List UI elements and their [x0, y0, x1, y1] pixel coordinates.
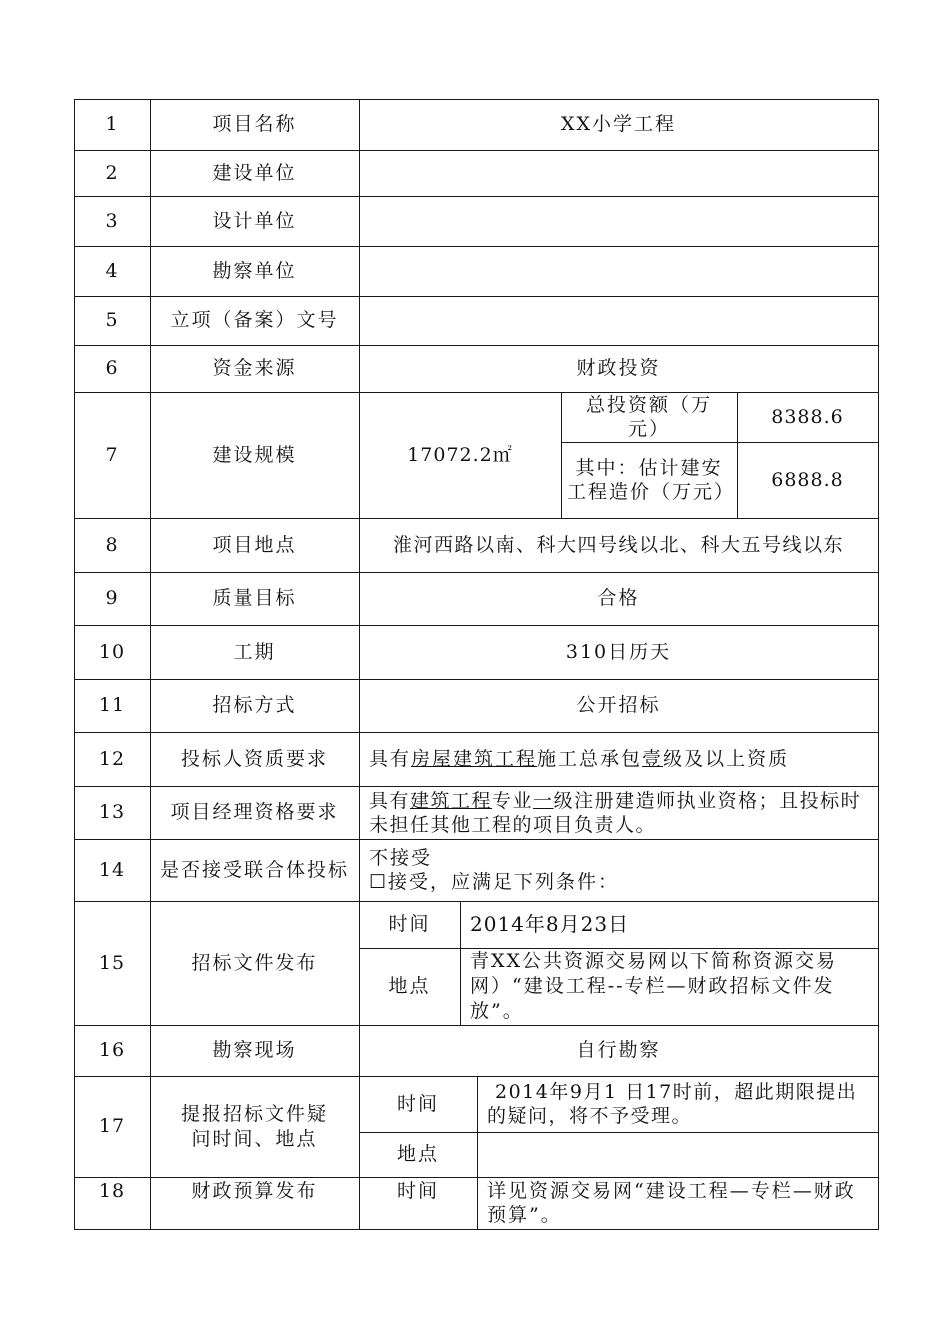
row-12-value — [359, 732, 878, 786]
row-4-value — [359, 246, 878, 296]
row-13-value — [359, 786, 878, 839]
row-13-text-a: 具有 — [369, 789, 411, 812]
row-3-number: 3 — [105, 209, 119, 232]
row-2-number: 2 — [105, 161, 119, 184]
row-10-label: 工期 — [233, 640, 276, 663]
row-8-value: 淮河西路以南、科大四号线以北、科大五号线以东 — [392, 533, 844, 556]
row-14-value — [359, 839, 878, 901]
row-5-number: 5 — [105, 309, 119, 331]
row-6-number: 6 — [105, 357, 119, 379]
option-not-accept: 不接受 — [369, 847, 433, 869]
row-4-number: 4 — [105, 259, 119, 282]
row-13-number: 13 — [98, 801, 126, 823]
row-17-place-value — [477, 1132, 878, 1177]
grid-line-vertical — [878, 99, 879, 1230]
row-17-time-label: 时间 — [396, 1092, 439, 1115]
row-14-label: 是否接受联合体投标 — [160, 858, 350, 881]
row-1-label: 项目名称 — [212, 113, 297, 135]
row-11-value: 公开招标 — [576, 694, 661, 716]
row-1-number: 1 — [105, 113, 119, 135]
row-7-number: 7 — [105, 443, 119, 466]
row-15-place-value: 青XX公共资源交易网以下简称资源交易网）“建设工程--专栏—财政招标文件发放”。 — [470, 950, 838, 1022]
row-15-time-value: 2014年8月23日 — [470, 912, 630, 936]
row-16-number: 16 — [98, 1039, 126, 1061]
row-6-label: 资金来源 — [212, 357, 297, 379]
row-18-number: 18 — [98, 1180, 126, 1202]
row-2-label: 建设单位 — [212, 161, 297, 184]
option-accept-checkbox: ☐接受，应满足下列条件： — [369, 871, 620, 893]
row-7-area: 17072.2㎡ — [407, 443, 513, 466]
row-7-build-value: 6888.8 — [771, 468, 844, 491]
row-12-text-d: 壹 — [642, 747, 664, 770]
row-15-number: 15 — [98, 951, 126, 974]
row-13-text-d: 一 — [533, 789, 554, 812]
row-12-number: 12 — [98, 747, 126, 770]
row-12-text-c: 施工总承包 — [537, 747, 643, 770]
row-13-value-text — [369, 789, 872, 837]
row-7-total-value: 8388.6 — [771, 405, 844, 428]
row-5-label: 立项（备案）文号 — [170, 309, 339, 331]
row-14-number: 14 — [98, 858, 126, 881]
row-17-time-value: 2014年9月1 日17时前，超此期限提出的疑问，将不予受理。 — [487, 1081, 858, 1127]
row-12-text-e: 级及以上资质 — [663, 747, 790, 770]
row-13-label: 项目经理资格要求 — [170, 801, 339, 823]
row-10-value: 310日历天 — [565, 640, 672, 663]
row-13-text-e: 级注册建造师执业资格；且投标时未担任其他工程的项目负责人。 — [369, 789, 862, 836]
row-9-number: 9 — [105, 587, 119, 609]
row-3-value — [359, 196, 878, 246]
row-12-text-b: 房屋建筑工程 — [411, 747, 538, 770]
row-8-label: 项目地点 — [212, 533, 297, 556]
row-9-value: 合格 — [597, 587, 640, 609]
row-11-label: 招标方式 — [212, 694, 297, 716]
row-7-total-label: 总投资额（万元） — [585, 394, 712, 440]
row-17-place-label: 地点 — [396, 1143, 439, 1165]
row-17-number: 17 — [98, 1115, 126, 1137]
row-12-text-a: 具有 — [369, 747, 412, 770]
row-15-label: 招标文件发布 — [191, 951, 318, 974]
row-7-build-label: 其中：估计建安工程造价（万元） — [567, 457, 736, 503]
row-18-time-label: 时间 — [396, 1180, 439, 1202]
row-2-value — [359, 150, 878, 196]
row-7-label: 建设规模 — [212, 443, 297, 466]
row-9-label: 质量目标 — [212, 587, 297, 609]
row-11-number: 11 — [98, 694, 126, 716]
row-5-value — [359, 296, 878, 345]
row-8-number: 8 — [105, 533, 119, 556]
row-10-number: 10 — [98, 640, 126, 663]
row-18-time-value: 详见资源交易网“建设工程—专栏—财政预算”。 — [487, 1180, 856, 1226]
row-12-value-text — [369, 747, 789, 772]
row-4-label: 勘察单位 — [212, 259, 297, 282]
row-16-value: 自行勘察 — [576, 1039, 661, 1061]
row-16-label: 勘察现场 — [212, 1039, 297, 1061]
row-14-options — [369, 846, 619, 894]
row-12-label: 投标人资质要求 — [180, 747, 328, 770]
row-1-value: XX小学工程 — [560, 113, 677, 135]
row-18-label: 财政预算发布 — [191, 1180, 318, 1202]
row-15-place-label: 地点 — [388, 975, 431, 997]
row-13-text-c: 专业 — [492, 789, 534, 812]
row-13-text-b: 建筑工程 — [410, 789, 493, 812]
row-15-time-label: 时间 — [388, 913, 431, 935]
row-17-label: 提报招标文件疑问时间、地点 — [180, 1102, 328, 1150]
row-6-value: 财政投资 — [576, 357, 661, 379]
row-3-label: 设计单位 — [212, 209, 297, 232]
